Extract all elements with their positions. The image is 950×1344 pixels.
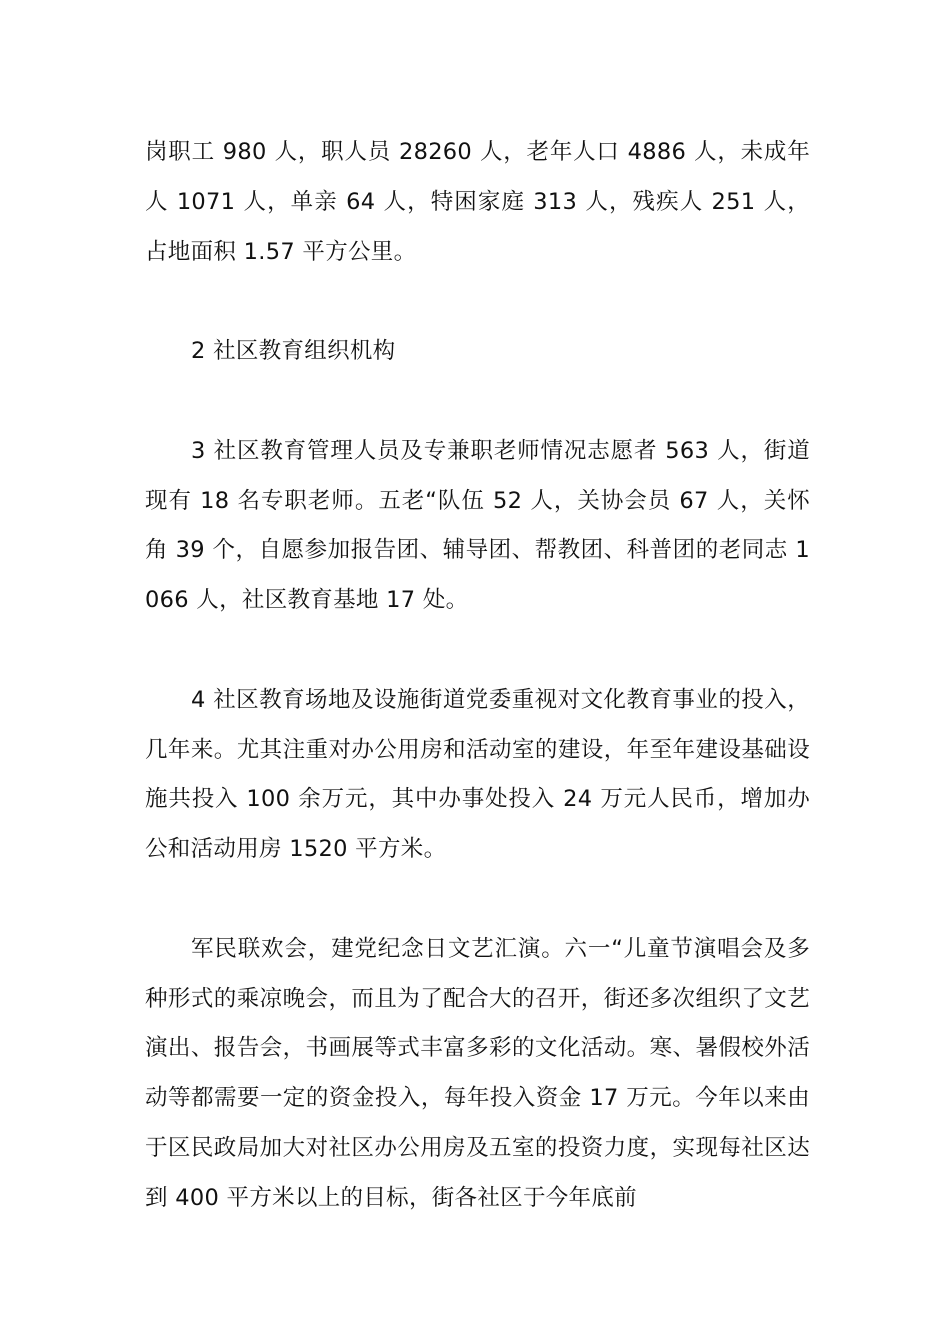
paragraph-gap xyxy=(145,377,810,427)
paragraph-population-stats: 岗职工 980 人，职人员 28260 人，老年人口 4886 人，未成年人 1071 人，单亲 64 人，特困家庭 313 人，残疾人 251 人，占地面积 1.57 平方公里。 xyxy=(145,139,810,265)
heading-organization: 2 社区教育组织机构 xyxy=(191,338,396,365)
paragraph-staff-volunteers: 3 社区教育管理人员及专兼职老师情况志愿者 563 人，街道现有 18 名专职老师。五老“队伍 52 人，关协会员 67 人，关怀角 39 个，自愿参加报告团、辅导团、帮教团、科普团的老同志 1066 人，社区教育基地 17 处。 xyxy=(145,437,810,614)
paragraph-gap xyxy=(145,875,810,925)
paragraph-gap xyxy=(145,626,810,676)
document-body xyxy=(145,128,810,1224)
paragraph-gap xyxy=(145,277,810,327)
paragraph-activities: 军民联欢会，建党纪念日文艺汇演。六一“儿童节演唱会及多种形式的乘凉晚会，而且为了配合大的召开，街还多次组织了文艺演出、报告会，书画展等式丰富多彩的文化活动。寒、暑假校外活动等都需要一定的资金投入，每年投入资金 17 万元。今年以来由于区民政局加大对社区办公用房及五室的投资力度，实现每社区达到 400 平方米以上的目标，街各社区于今年底前 xyxy=(145,935,810,1211)
paragraph-facilities: 4 社区教育场地及设施街道党委重视对文化教育事业的投入，几年来。尤其注重对办公用房和活动室的建设，年至年建设基础设施共投入 100 余万元，其中办事处投入 24 万元人民币，增加办公和活动用房 1520 平方米。 xyxy=(145,686,810,863)
